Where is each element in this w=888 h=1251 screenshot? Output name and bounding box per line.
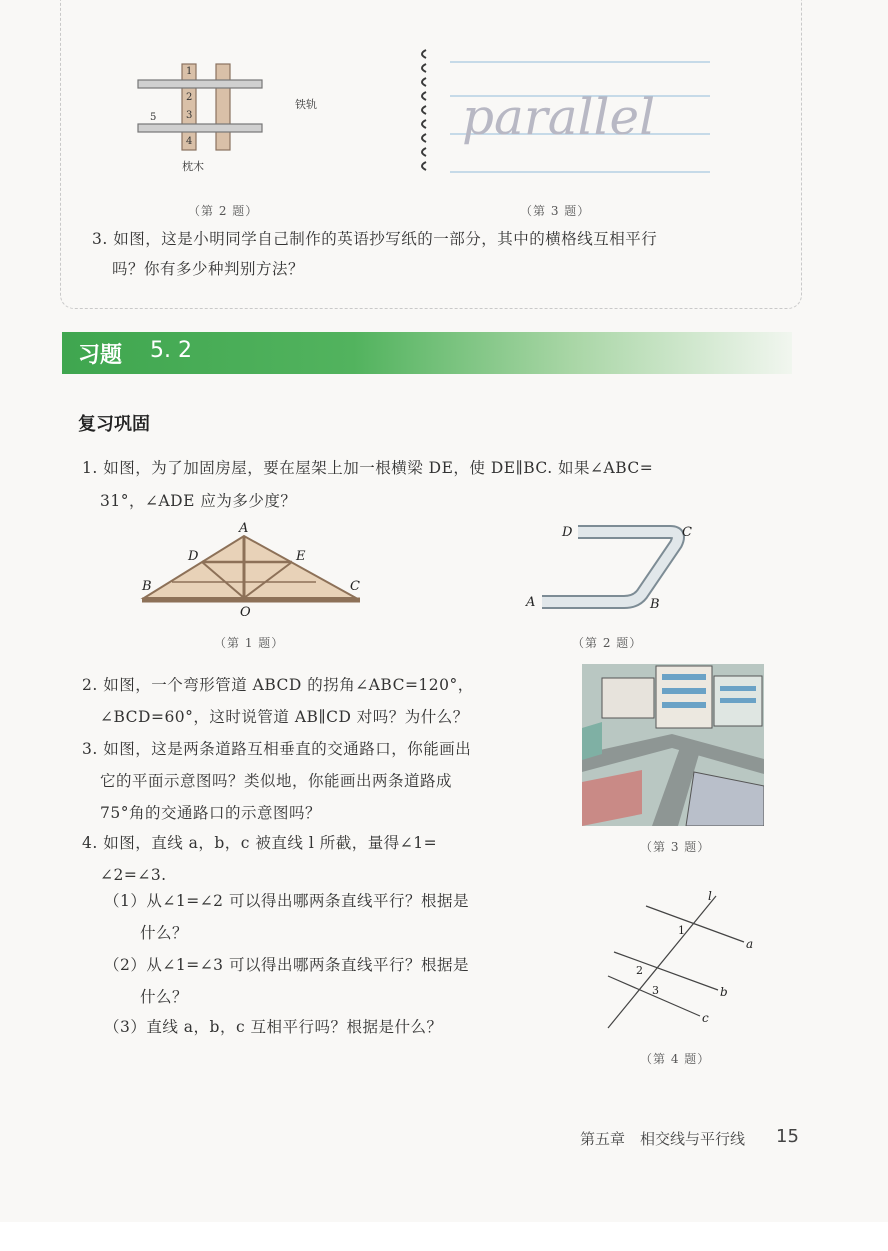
q3-line2: 它的平面示意图吗？类似地，你能画出两条道路成 — [100, 772, 453, 790]
caption-fig2: （第 2 题） — [572, 636, 643, 650]
figure-copy-paper — [410, 44, 730, 184]
caption-fig3: （第 3 题） — [640, 840, 711, 854]
label-c: c — [702, 1011, 709, 1025]
q2-line2: ∠BCD=60°，这时说管道 AB∥CD 对吗？为什么？ — [100, 708, 469, 726]
building-left-edge — [582, 722, 602, 760]
section-heading: 复习巩固 — [78, 414, 150, 435]
pipe-label-c: C — [682, 525, 692, 540]
label-4: 4 — [186, 136, 193, 147]
window-row-2 — [662, 688, 706, 694]
q3-top-line1: 3. 如图，这是小明同学自己制作的英语抄写纸的一部分，其中的横格线互相平行 — [92, 230, 658, 248]
label-3: 3 — [186, 110, 193, 121]
window-row-1 — [662, 674, 706, 680]
q4-part1-line2: 什么？ — [140, 924, 189, 942]
truss-label-d: D — [188, 549, 199, 564]
bottom-margin — [0, 1222, 888, 1251]
label-2: 2 — [186, 92, 193, 103]
label-rail: 铁轨 — [295, 98, 317, 111]
line-l — [608, 896, 716, 1028]
figure-rails — [130, 58, 360, 188]
q3-top-line2: 吗？你有多少种判别方法？ — [112, 260, 305, 278]
q3-line3: 75°角的交通路口的示意图吗？ — [100, 804, 321, 822]
label-angle-3: 3 — [652, 984, 659, 997]
exercise-banner — [62, 332, 792, 374]
label-angle-2: 2 — [636, 964, 643, 977]
figure-roof-truss — [132, 518, 372, 618]
page-number: 15 — [776, 1126, 799, 1147]
pipe-label-b: B — [650, 597, 660, 612]
building-left — [602, 678, 654, 718]
window-row-4 — [720, 686, 756, 691]
spiral-binding — [422, 50, 426, 170]
label-l: l — [708, 890, 712, 903]
pipe-label-a: A — [526, 595, 536, 610]
label-angle-1: 1 — [678, 924, 685, 937]
figure-city-intersection — [582, 664, 764, 826]
q4-line1: 4. 如图，直线 a，b，c 被直线 l 所截，量得∠1= — [82, 834, 438, 852]
truss-label-e: E — [296, 549, 306, 564]
q3-line1: 3. 如图，这是两条道路互相垂直的交通路口，你能画出 — [82, 740, 472, 758]
truss-triangle — [144, 536, 356, 598]
caption-fig2-top: （第 2 题） — [188, 204, 259, 218]
rail-top — [138, 80, 262, 88]
caption-fig3-top: （第 3 题） — [520, 204, 591, 218]
truss-label-a: A — [239, 521, 249, 536]
q4-part1-line1: （1）从∠1=∠2 可以得出哪两条直线平行？根据是 — [104, 892, 469, 910]
label-sleeper: 枕木 — [182, 160, 204, 173]
banner-number: 5. 2 — [150, 338, 192, 363]
truss-label-b: B — [142, 579, 152, 594]
window-row-5 — [720, 698, 756, 703]
rail-bottom — [138, 124, 262, 132]
sleeper-right — [216, 64, 230, 150]
figure-transversal — [596, 890, 766, 1040]
q4-part3: （3）直线 a，b，c 互相平行吗？根据是什么？ — [104, 1018, 443, 1036]
footer-chapter: 第五章 相交线与平行线 — [580, 1130, 746, 1148]
figure-bent-pipe — [520, 516, 710, 616]
label-b: b — [720, 985, 728, 999]
q1-line1: 1. 如图，为了加固房屋，要在屋架上加一根横梁 DE，使 DE∥BC. 如果∠ABC= — [82, 459, 654, 477]
pipe-body — [542, 532, 678, 602]
window-row-3 — [662, 702, 706, 708]
label-1: 1 — [186, 66, 193, 77]
q4-part2-line2: 什么？ — [140, 988, 189, 1006]
pipe-label-d: D — [562, 525, 573, 540]
label-5: 5 — [150, 112, 157, 123]
line-a — [646, 906, 744, 942]
q2-line1: 2. 如图，一个弯形管道 ABCD 的拐角∠ABC=120°， — [82, 676, 474, 694]
banner-title: 习题 — [78, 343, 123, 368]
caption-fig4: （第 4 题） — [640, 1052, 711, 1066]
word-parallel: parallel — [462, 88, 656, 146]
caption-fig1: （第 1 题） — [214, 636, 285, 650]
truss-label-c: C — [350, 579, 360, 594]
truss-label-o: O — [240, 605, 251, 618]
label-a: a — [746, 937, 754, 951]
q4-part2-line1: （2）从∠1=∠3 可以得出哪两条直线平行？根据是 — [104, 956, 469, 974]
q4-line2: ∠2=∠3. — [100, 866, 167, 884]
q1-line2: 31°，∠ADE 应为多少度？ — [100, 492, 297, 510]
